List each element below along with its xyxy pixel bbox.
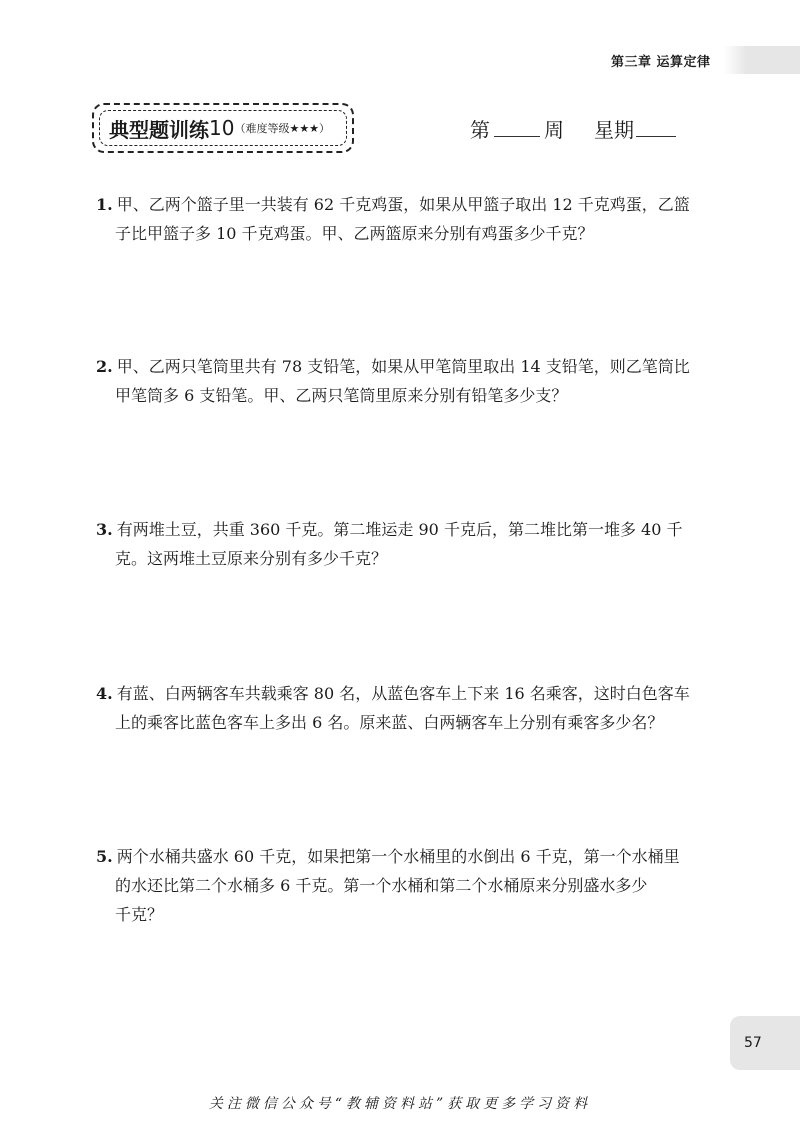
question-number: 1. bbox=[96, 195, 113, 214]
week-blank bbox=[494, 118, 540, 137]
question-line: 甲笔筒多 6 支铅笔。甲、乙两只笔筒里原来分别有铅笔多少支？ bbox=[115, 386, 568, 405]
chapter-label: 第三章 运算定律 bbox=[611, 55, 711, 70]
question-line: 5. 两个水桶共盛水 60 千克，如果把第一个水桶里的水倒出 6 千克，第一个水桶里 bbox=[96, 847, 680, 866]
question-number: 2. bbox=[96, 357, 113, 376]
week-prefix: 第 bbox=[470, 118, 490, 142]
date-field bbox=[470, 114, 676, 143]
section-title-inner bbox=[99, 110, 347, 146]
week-suffix: 周 bbox=[544, 118, 564, 142]
section-title-box bbox=[92, 103, 354, 153]
question-4 bbox=[96, 679, 714, 737]
question-number: 4. bbox=[96, 684, 113, 703]
page-number: 57 bbox=[730, 1016, 800, 1070]
question-number: 5. bbox=[96, 847, 113, 866]
question-line: 上的乘客比蓝色客车上多出 6 名。原来蓝、白两辆客车上分别有乘客多少名？ bbox=[115, 713, 664, 732]
difficulty-label: （难度等级★★★） bbox=[234, 122, 331, 135]
question-1 bbox=[96, 190, 714, 248]
section-title: 典型题训练 bbox=[109, 117, 209, 142]
question-number: 3. bbox=[96, 520, 113, 539]
day-label: 星期 bbox=[594, 118, 634, 142]
day-blank bbox=[636, 118, 676, 137]
question-line: 千克？ bbox=[115, 905, 164, 924]
footer-note: 关注微信公众号“教辅资料站”获取更多学习资料 bbox=[208, 1096, 592, 1112]
section-number: 10 bbox=[209, 116, 235, 140]
question-line: 的水还比第二个水桶多 6 千克。第一个水桶和第二个水桶原来分别盛水多少 bbox=[115, 876, 648, 895]
question-line: 克。这两堆土豆原来分别有多少千克？ bbox=[115, 549, 388, 568]
question-line: 4. 有蓝、白两辆客车共载乘客 80 名，从蓝色客车上下来 16 名乘客，这时白色客车 bbox=[96, 684, 690, 703]
question-line: 2. 甲、乙两只笔筒里共有 78 支铅笔，如果从甲笔筒里取出 14 支铅笔，则乙笔筒比 bbox=[96, 357, 690, 376]
question-2 bbox=[96, 352, 714, 410]
question-3 bbox=[96, 515, 714, 573]
question-line: 3. 有两堆土豆，共重 360 千克。第二堆运走 90 千克后，第二堆比第一堆多 40 千 bbox=[96, 520, 683, 539]
question-line: 1. 甲、乙两个篮子里一共装有 62 千克鸡蛋，如果从甲篮子取出 12 千克鸡蛋，乙篮 bbox=[96, 195, 690, 214]
question-line: 子比甲篮子多 10 千克鸡蛋。甲、乙两篮原来分别有鸡蛋多少千克？ bbox=[115, 224, 594, 243]
question-5 bbox=[96, 842, 714, 929]
